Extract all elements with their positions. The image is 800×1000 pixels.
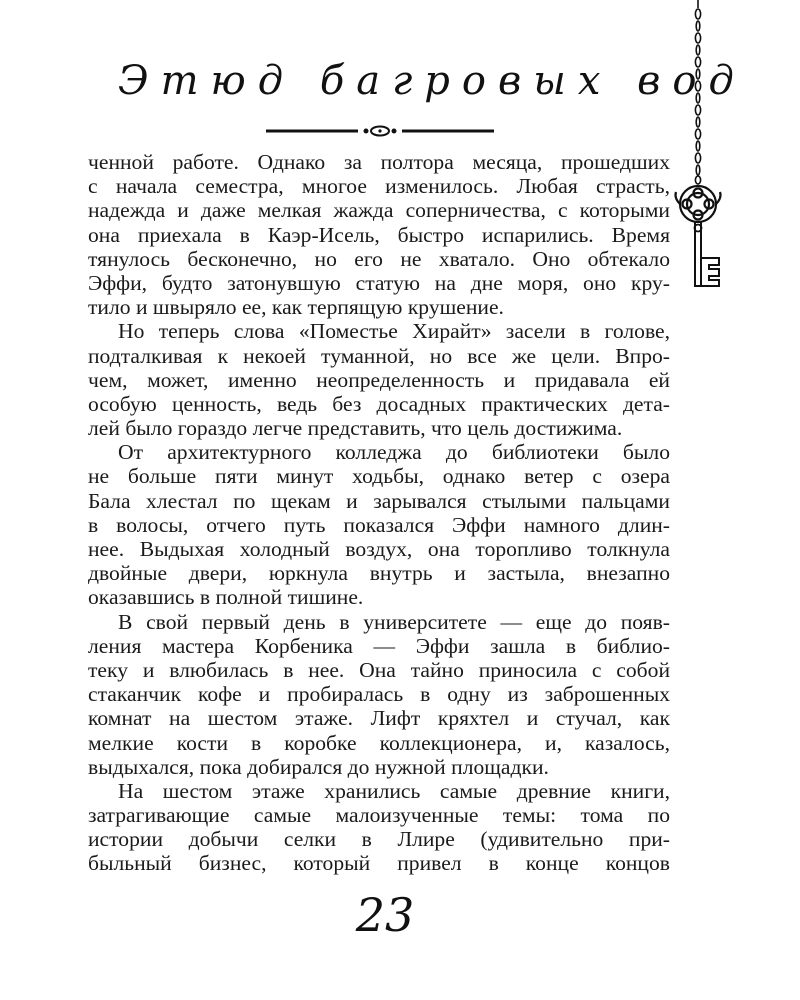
- text-line: В свой первый день в университете — еще до появ-: [118, 609, 670, 634]
- text-line: тянулось бесконечно, но его не хватало. Оно обтекало: [88, 246, 670, 271]
- text-line: мелкие кости в коробке коллекционера, и, казалось,: [88, 730, 670, 755]
- text-line: оказавшись в полной тишине.: [88, 585, 364, 610]
- text-line: не больше пяти минут ходьбы, однако ветер с озера: [88, 464, 670, 489]
- text-line: подталкивая к некоей туманной, но все же цели. Впро-: [88, 343, 670, 368]
- text-line: Бала хлестал по щекам и зарывался стылыми пальцами: [88, 488, 670, 513]
- text-line: она приехала в Каэр-Исель, быстро испарились. Время: [88, 222, 670, 247]
- text-line: с начала семестра, многое изменилось. Любая страсть,: [88, 174, 670, 199]
- paragraph: [88, 150, 670, 319]
- text-line: лей было гораздо легче представить, что цель достижима.: [88, 416, 623, 441]
- text-line: На шестом этаже хранились самые древние книги,: [118, 778, 670, 803]
- page-number: 23: [355, 888, 415, 942]
- hanging-key-icon: [672, 0, 740, 300]
- text-line: быльный бизнес, который привел в конце концов: [88, 851, 670, 876]
- text-line: От архитектурного колледжа до библиотеки было: [118, 440, 670, 465]
- text-line: выдыхался, пока добирался до нужной площадки.: [88, 754, 549, 779]
- text-line: истории добычи селки в Ллире (удивительно при-: [88, 827, 670, 852]
- paragraph: [88, 440, 670, 609]
- paragraph: [88, 610, 670, 779]
- text-line: надежда и даже мелкая жажда соперничества, с которыми: [88, 198, 670, 223]
- text-line: Но теперь слова «Поместье Хирайт» засели в голове,: [118, 319, 670, 344]
- text-line: теку и влюбилась в нее. Она тайно приносила с собой: [88, 657, 670, 682]
- text-line: особую ценность, ведь без досадных практических дета-: [88, 391, 670, 416]
- paragraph: [88, 779, 670, 876]
- ornamental-rule: [262, 124, 498, 138]
- text-line: комнат на шестом этаже. Лифт кряхтел и стучал, как: [88, 706, 670, 731]
- text-line: нее. Выдыхая холодный воздух, она торопливо толкнула: [88, 537, 670, 561]
- text-line: ления мастера Корбеника — Эффи зашла в библио-: [88, 633, 670, 658]
- text-line: ченной работе. Однако за полтора месяца, прошедших: [88, 150, 670, 174]
- text-line: тило и швыряло ее, как терпящую крушение.: [88, 295, 504, 320]
- body-text: [88, 150, 670, 876]
- text-line: стаканчик кофе и пробиралась в одну из заброшенных: [88, 682, 670, 707]
- text-line: чем, может, именно неопределенность и придавала ей: [88, 367, 670, 392]
- text-line: затрагивающие самые малоизученные темы: тома по: [88, 803, 670, 828]
- paragraph: [88, 319, 670, 440]
- text-line: двойные двери, юркнула внутрь и застыла, внезапно: [88, 561, 670, 586]
- running-head: Этюд багровых вод: [118, 58, 746, 104]
- text-line: Эффи, будто затонувшую статую на дне моря, оно кру-: [88, 270, 670, 295]
- text-line: в волосы, отчего путь показался Эффи намного длин-: [88, 512, 670, 537]
